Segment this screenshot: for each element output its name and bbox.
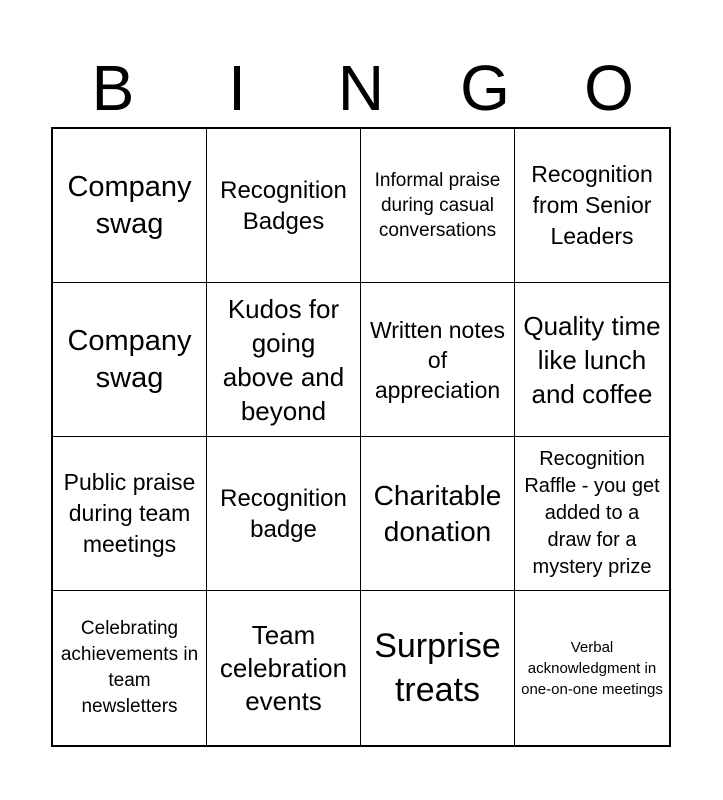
cell-label: Company swag	[67, 324, 192, 394]
cell-label: Team celebration events	[219, 619, 348, 716]
bingo-cell[interactable]	[53, 591, 207, 745]
cell-label: Company swag	[67, 170, 192, 240]
bingo-cell[interactable]	[53, 437, 207, 591]
bingo-cell[interactable]	[361, 129, 515, 283]
bingo-cell[interactable]	[207, 283, 361, 437]
bingo-cell[interactable]	[207, 129, 361, 283]
header-letter-b: B	[91, 52, 135, 124]
cell-label: Public praise during team meetings	[63, 469, 196, 557]
bingo-cell[interactable]	[53, 283, 207, 437]
bingo-cell[interactable]	[53, 129, 207, 283]
header-letter-g: G	[460, 52, 510, 124]
cell-label: Quality time like lunch and coffee	[523, 310, 661, 409]
header-letter-o: O	[584, 52, 634, 124]
bingo-cell[interactable]	[361, 283, 515, 437]
header-letter-n: N	[337, 52, 385, 124]
bingo-cell[interactable]	[361, 437, 515, 591]
cell-label: Charitable donation	[373, 479, 502, 547]
cell-label: Informal praise during casual conversations	[374, 170, 501, 241]
cell-label: Recognition from Senior Leaders	[531, 161, 653, 249]
cell-label: Recognition Badges	[220, 176, 347, 235]
bingo-cell[interactable]	[207, 437, 361, 591]
bingo-cell[interactable]	[361, 591, 515, 745]
cell-label: Kudos for going above and beyond	[222, 293, 345, 426]
bingo-cell[interactable]	[207, 591, 361, 745]
bingo-cell[interactable]	[515, 437, 669, 591]
cell-label: Recognition Raffle - you get added to a draw for a mystery prize	[524, 448, 660, 578]
bingo-header	[51, 48, 671, 128]
cell-label: Recognition badge	[220, 484, 347, 543]
cell-label: Surprise treats	[374, 627, 501, 709]
bingo-cell[interactable]	[515, 283, 669, 437]
header-letter-i: I	[228, 52, 246, 124]
bingo-cell[interactable]	[515, 129, 669, 283]
cell-label: Celebrating achievements in team newsletters	[60, 618, 199, 717]
cell-label: Written notes of appreciation	[369, 316, 506, 403]
bingo-board	[51, 127, 671, 747]
bingo-cell[interactable]	[515, 591, 669, 745]
cell-label: Verbal acknowledgment in one-on-one meetings	[521, 638, 663, 698]
